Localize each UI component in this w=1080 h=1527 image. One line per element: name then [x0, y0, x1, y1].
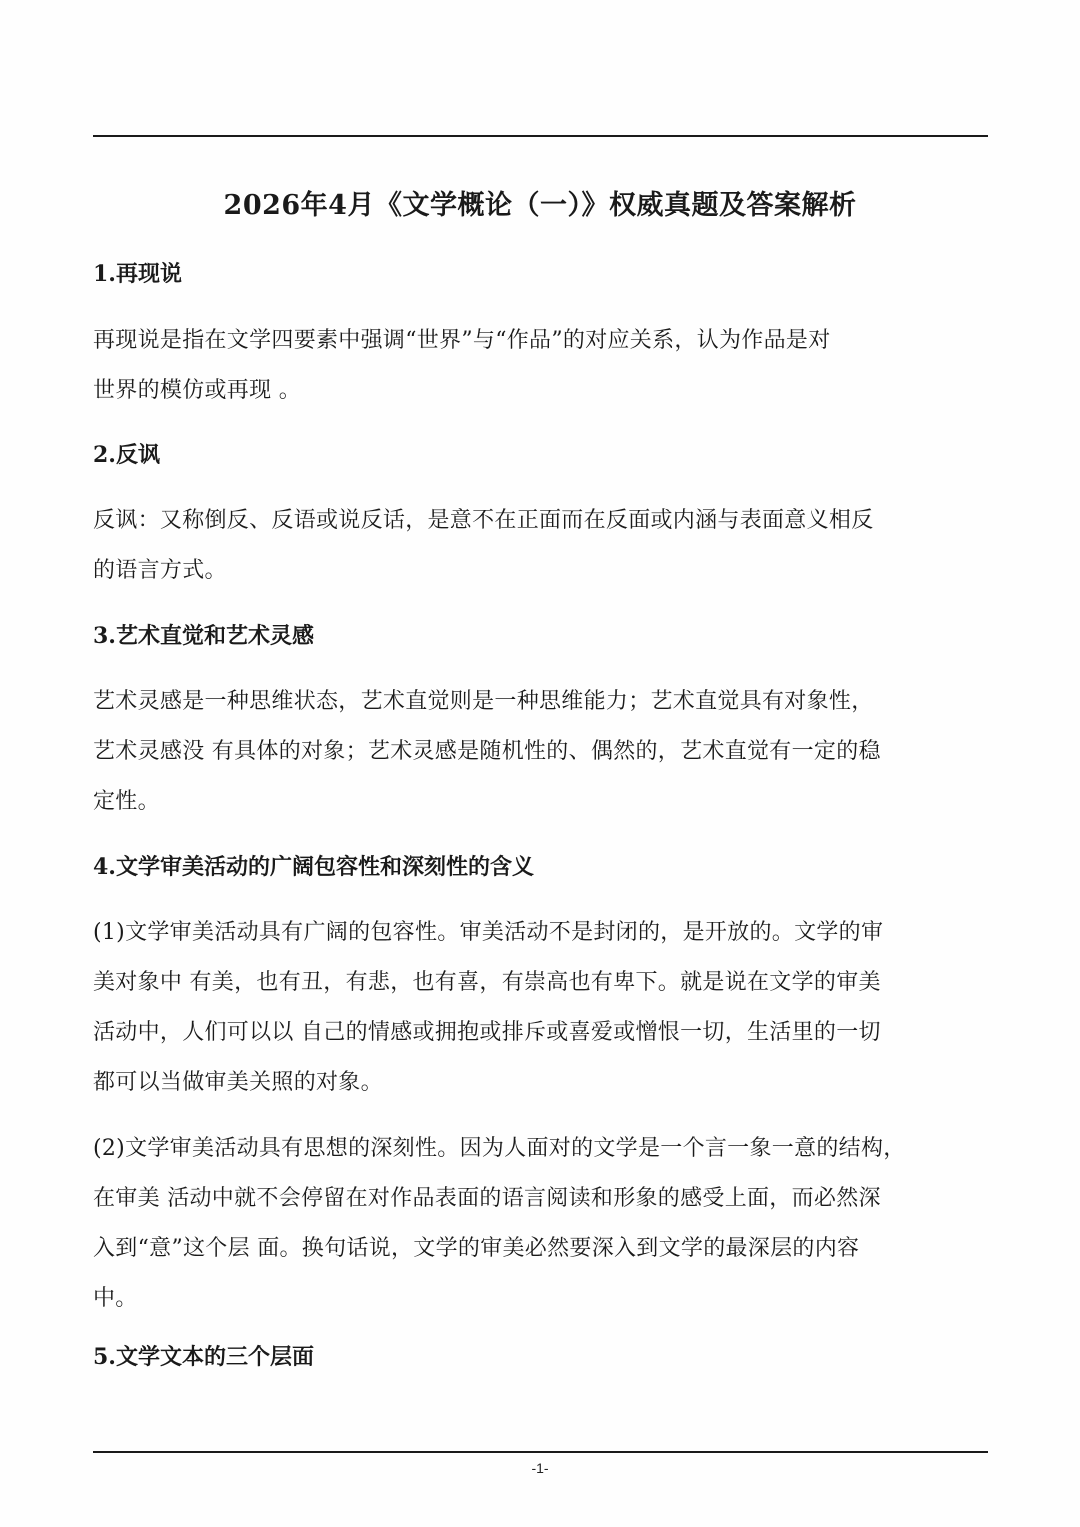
text-line: 反讽：又称倒反、反语或说反话，是意不在正面而在反面或内涵与表面意义相反 — [93, 508, 874, 533]
section-heading-2: 2.反讽 — [93, 442, 160, 468]
text-line: 艺术灵感没 有具体的对象；艺术灵感是随机性的、偶然的，艺术直觉有一定的稳 — [93, 739, 881, 764]
section-heading-5: 5.文学文本的三个层面 — [93, 1344, 314, 1370]
section-4-paragraph-2 — [93, 1124, 993, 1324]
text-line: (1)文学审美活动具有广阔的包容性。审美活动不是封闭的，是开放的。文学的审 — [93, 920, 884, 945]
document-title: 2026年4月《文学概论（一）》权威真题及答案解析 — [223, 190, 857, 221]
text-line: 美对象中 有美，也有丑，有悲，也有喜，有崇高也有卑下。就是说在文学的审美 — [93, 970, 881, 995]
section-heading-4: 4.文学审美活动的广阔包容性和深刻性的含义 — [93, 854, 534, 880]
section-2-paragraph — [93, 496, 993, 596]
text-line: 定性。 — [93, 789, 160, 814]
text-line: 的语言方式。 — [93, 558, 227, 583]
section-3-paragraph — [93, 677, 993, 827]
section-1-paragraph — [93, 316, 993, 416]
text-line: 世界的模仿或再现 。 — [93, 378, 301, 403]
header-divider — [93, 135, 988, 137]
text-line: 艺术灵感是一种思维状态，艺术直觉则是一种思维能力；艺术直觉具有对象性， — [93, 689, 874, 714]
footer-divider — [93, 1451, 988, 1453]
page-number: -1- — [531, 1460, 549, 1476]
text-line: 活动中，人们可以以 自己的情感或拥抱或排斥或喜爱或憎恨一切，生活里的一切 — [93, 1020, 881, 1045]
section-heading-3: 3.艺术直觉和艺术灵感 — [93, 623, 314, 649]
text-line: 再现说是指在文学四要素中强调“世界”与“作品”的对应关系，认为作品是对 — [93, 328, 831, 353]
text-line: 中。 — [93, 1286, 138, 1311]
text-line: 都可以当做审美关照的对象。 — [93, 1070, 383, 1095]
text-line: (2)文学审美活动具有思想的深刻性。因为人面对的文学是一个言一象一意的结构， — [93, 1136, 906, 1161]
text-line: 在审美 活动中就不会停留在对作品表面的语言阅读和形象的感受上面，而必然深 — [93, 1186, 881, 1211]
text-line: 入到“意”这个层 面。换句话说，文学的审美必然要深入到文学的最深层的内容 — [93, 1236, 860, 1261]
section-4-paragraph-1 — [93, 908, 993, 1108]
section-heading-1: 1.再现说 — [93, 261, 182, 287]
